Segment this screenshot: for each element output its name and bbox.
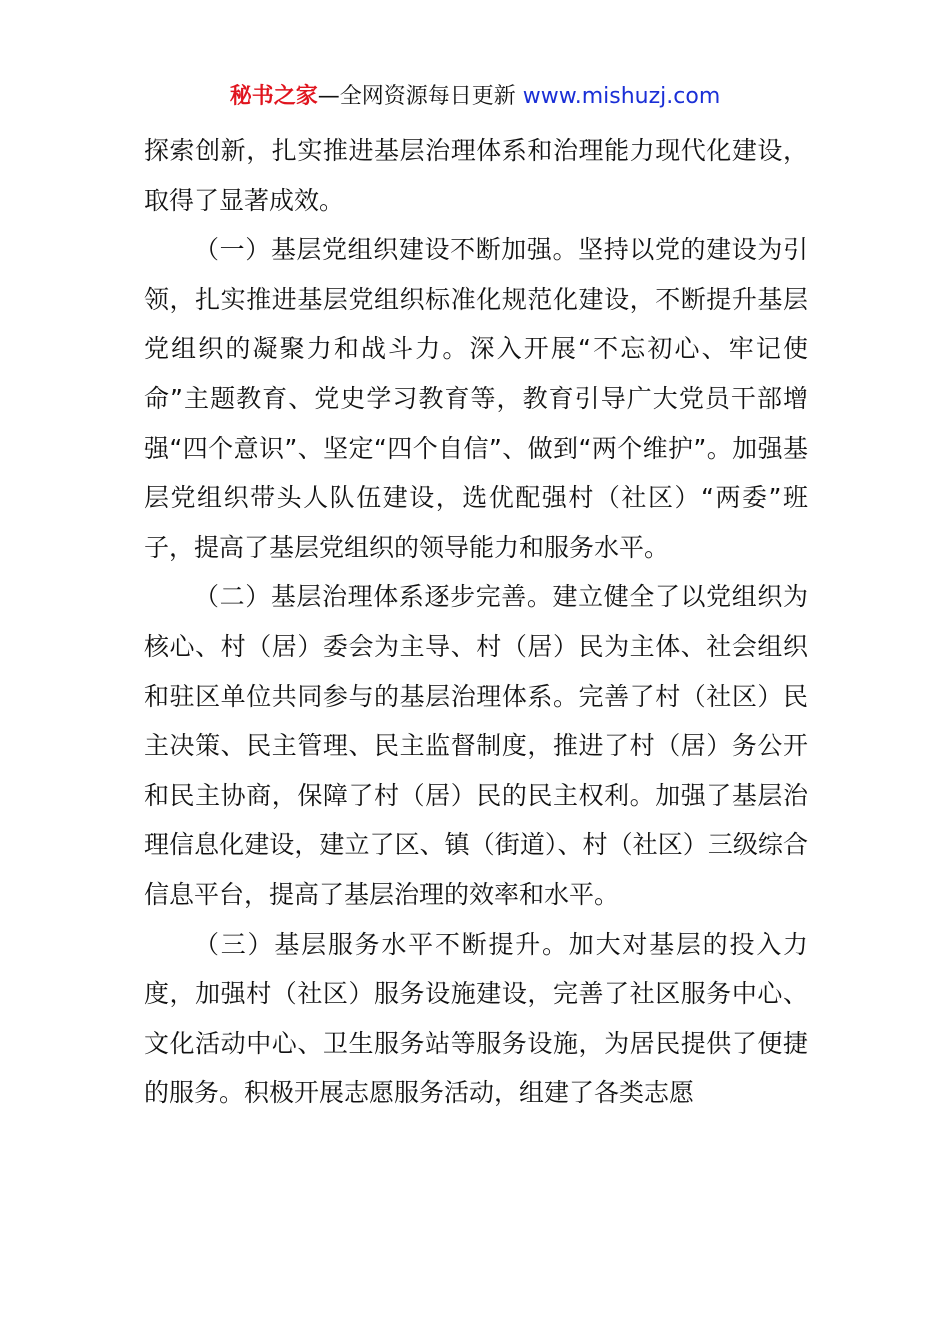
brand-name: 秘书之家	[229, 84, 318, 109]
page-header	[0, 80, 950, 114]
document-body	[144, 126, 808, 1118]
paragraph-section-3: （三）基层服务水平不断提升。加大对基层的投入力度，加强村（社区）服务设施建设，完善了社区服务中心、文化活动中心、卫生服务站等服务设施，为居民提供了便捷的服务。积极开展志愿服务活动，组建了各类志愿	[144, 929, 808, 1108]
paragraph-section-2: （二）基层治理体系逐步完善。建立健全了以党组织为核心、村（居）委会为主导、村（居）民为主体、社会组织和驻区单位共同参与的基层治理体系。完善了村（社区）民主决策、民主管理、民主监督制度，推进了村（居）务公开和民主协商，保障了村（居）民的民主权利。加强了基层治理信息化建设，建立了区、镇（街道）、村（社区）三级综合信息平台，提高了基层治理的效率和水平。	[144, 582, 808, 909]
site-url-link[interactable]: www.mishuzj.com	[522, 84, 721, 109]
paragraph-continuation: 探索创新，扎实推进基层治理体系和治理能力现代化建设，取得了显著成效。	[144, 136, 808, 215]
paragraph-section-1: （一）基层党组织建设不断加强。坚持以党的建设为引领，扎实推进基层党组织标准化规范化建设，不断提升基层党组织的凝聚力和战斗力。深入开展“不忘初心、牢记使命”主题教育、党史学习教育等，教育引导广大党员干部增强“四个意识”、坚定“四个自信”、做到“两个维护”。加强基层党组织带头人队伍建设，选优配强村（社区）“两委”班子，提高了基层党组织的领导能力和服务水平。	[144, 235, 808, 562]
header-tagline: —全网资源每日更新	[317, 84, 523, 109]
